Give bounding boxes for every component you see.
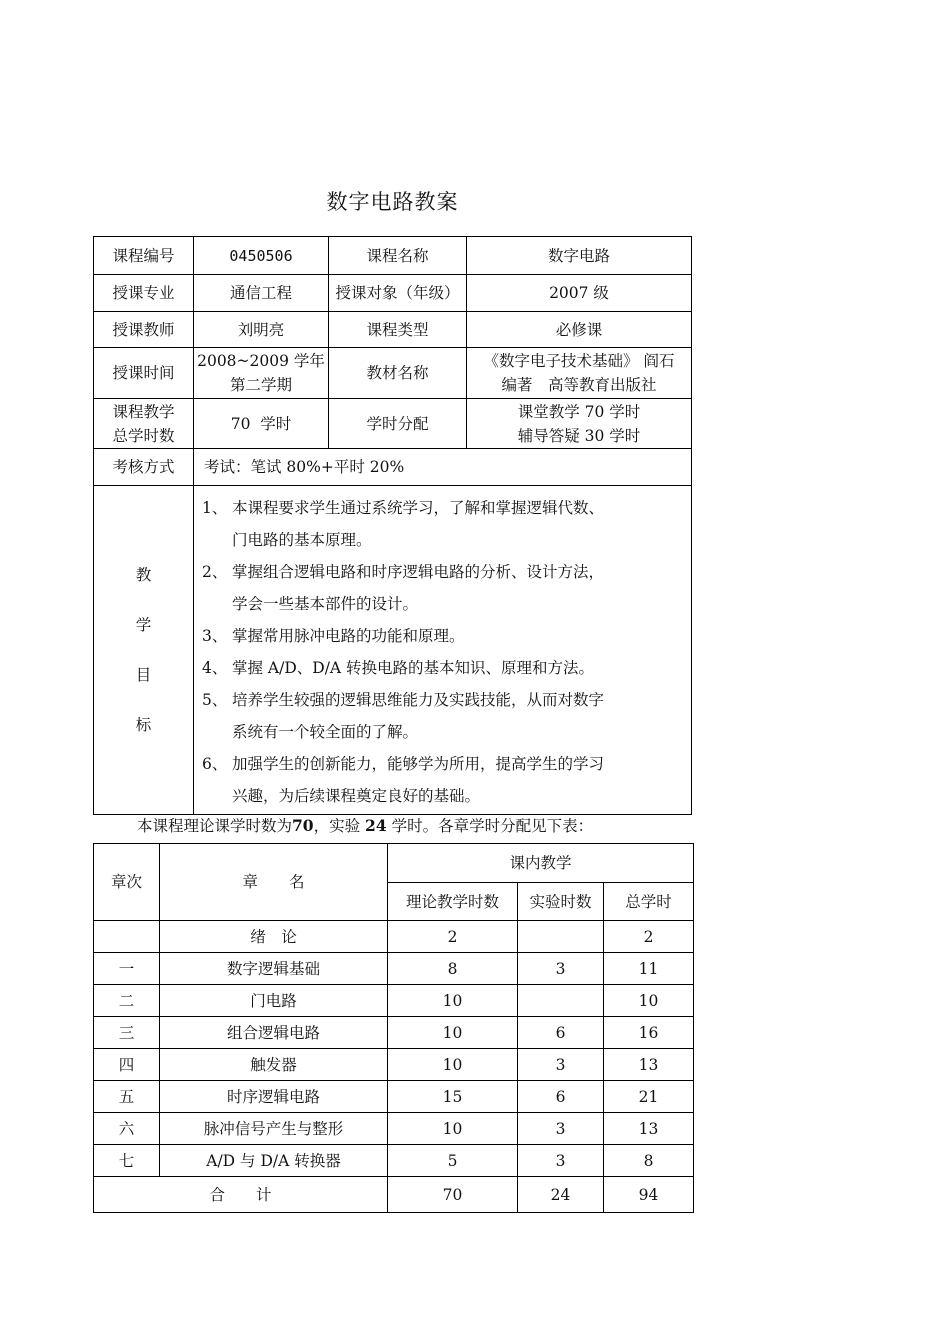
cell-lab: 3 <box>518 953 604 985</box>
target-label: 授课对象（年级） <box>329 275 467 312</box>
cell-chapter-name: 组合逻辑电路 <box>160 1017 388 1049</box>
cell-chapter-no: 七 <box>94 1145 160 1177</box>
goals-label-char: 学 <box>135 616 152 634</box>
table-row <box>94 1049 694 1081</box>
goals-label-char: 标 <box>135 716 152 734</box>
cell-total: 21 <box>604 1081 694 1113</box>
course-code-label: 课程编号 <box>94 237 194 275</box>
header-total: 总学时 <box>604 883 694 921</box>
hours-note <box>137 814 593 836</box>
time-value <box>194 348 329 399</box>
course-type-label: 课程类型 <box>329 312 467 348</box>
goal-number: 3、 <box>202 627 228 645</box>
time-line-1: 2008~2009 学年 <box>197 352 325 370</box>
header-chapter-name: 章 名 <box>160 844 388 921</box>
cell-total: 8 <box>604 1145 694 1177</box>
cell-lab: 6 <box>518 1017 604 1049</box>
total-hours-label-line-2: 总学时数 <box>112 426 175 445</box>
goal-item <box>202 652 683 684</box>
allocation-line-1: 课堂教学 70 学时 <box>517 402 641 421</box>
goal-text: 加强学生的创新能力，能够学为所用，提高学生的学习 <box>232 755 605 773</box>
target-value: 2007 级 <box>467 275 692 312</box>
cell-theory: 10 <box>388 1049 518 1081</box>
cell-chapter-no: 五 <box>94 1081 160 1113</box>
chapter-hours-table <box>93 843 694 1213</box>
textbook-value <box>467 348 692 399</box>
sum-total: 94 <box>604 1177 694 1213</box>
goal-number: 6、 <box>202 755 228 773</box>
cell-total: 13 <box>604 1049 694 1081</box>
goal-text: 掌握组合逻辑电路和时序逻辑电路的分析、设计方法， <box>232 563 605 581</box>
cell-chapter-no: 四 <box>94 1049 160 1081</box>
cell-total: 16 <box>604 1017 694 1049</box>
cell-lab: 6 <box>518 1081 604 1113</box>
total-hours-label <box>94 399 194 449</box>
allocation-value <box>467 399 692 449</box>
sum-lab: 24 <box>518 1177 604 1213</box>
course-name-value: 数字电路 <box>467 237 692 275</box>
cell-chapter-name: 触发器 <box>160 1049 388 1081</box>
cell-chapter-name: 数字逻辑基础 <box>160 953 388 985</box>
time-label: 授课时间 <box>94 348 194 399</box>
note-text: 学时。各章学时分配见下表： <box>391 817 594 835</box>
table-sum-row <box>94 1177 694 1213</box>
goal-item <box>202 556 683 620</box>
cell-total: 10 <box>604 985 694 1017</box>
cell-total: 11 <box>604 953 694 985</box>
table-row <box>94 921 694 953</box>
textbook-line-1: 《数字电子技术基础》 阎石 <box>483 352 675 370</box>
table-row <box>94 1017 694 1049</box>
header-theory: 理论教学时数 <box>388 883 518 921</box>
goal-text: 掌握 A/D、D/A 转换电路的基本知识、原理和方法。 <box>232 659 595 677</box>
allocation-label: 学时分配 <box>329 399 467 449</box>
cell-chapter-no: 三 <box>94 1017 160 1049</box>
goal-item <box>202 684 683 748</box>
allocation-line-2: 辅导答疑 30 学时 <box>517 426 641 445</box>
goal-text: 培养学生较强的逻辑思维能力及实践技能，从而对数字 <box>232 691 605 709</box>
cell-chapter-no <box>94 921 160 953</box>
cell-chapter-name: 脉冲信号产生与整形 <box>160 1113 388 1145</box>
table-row <box>94 985 694 1017</box>
cell-theory: 15 <box>388 1081 518 1113</box>
total-hours-label-line-1: 课程教学 <box>112 402 175 421</box>
cell-theory: 10 <box>388 1113 518 1145</box>
goal-text: 学会一些基本部件的设计。 <box>232 595 419 613</box>
total-hours-value: 70 学时 <box>194 399 329 449</box>
page-title: 数字电路教案 <box>326 190 459 214</box>
cell-chapter-name: A/D 与 D/A 转换器 <box>160 1145 388 1177</box>
major-label: 授课专业 <box>94 275 194 312</box>
header-chapter-no: 章次 <box>94 844 160 921</box>
cell-theory: 2 <box>388 921 518 953</box>
cell-lab <box>518 921 604 953</box>
cell-chapter-no: 一 <box>94 953 160 985</box>
time-line-2: 第二学期 <box>229 376 292 394</box>
header-lab: 实验时数 <box>518 883 604 921</box>
goal-text: 掌握常用脉冲电路的功能和原理。 <box>232 627 465 645</box>
cell-chapter-no: 二 <box>94 985 160 1017</box>
cell-lab: 3 <box>518 1113 604 1145</box>
major-value: 通信工程 <box>194 275 329 312</box>
goal-item <box>202 492 683 556</box>
note-text: ，实验 <box>313 817 361 835</box>
cell-theory: 10 <box>388 1017 518 1049</box>
assessment-label: 考核方式 <box>94 449 194 486</box>
teacher-label: 授课教师 <box>94 312 194 348</box>
cell-lab <box>518 985 604 1017</box>
goal-number: 4、 <box>202 659 228 677</box>
cell-chapter-no: 六 <box>94 1113 160 1145</box>
course-code-value: 0450506 <box>194 237 329 275</box>
course-name-label: 课程名称 <box>329 237 467 275</box>
textbook-line-2: 编著 高等教育出版社 <box>501 376 657 394</box>
cell-theory: 10 <box>388 985 518 1017</box>
goal-text: 本课程要求学生通过系统学习，了解和掌握逻辑代数、 <box>232 499 605 517</box>
assessment-value: 考试：笔试 80%+平时 20% <box>194 449 692 486</box>
table-row <box>94 1081 694 1113</box>
goal-number: 2、 <box>202 563 228 581</box>
cell-lab: 3 <box>518 1049 604 1081</box>
course-type-value: 必修课 <box>467 312 692 348</box>
goal-text: 门电路的基本原理。 <box>232 531 372 549</box>
goal-item <box>202 620 683 652</box>
cell-chapter-name: 绪 论 <box>160 921 388 953</box>
cell-theory: 8 <box>388 953 518 985</box>
goals-label <box>94 486 194 815</box>
cell-lab: 3 <box>518 1145 604 1177</box>
goals-label-char: 目 <box>135 666 152 684</box>
goal-text: 兴趣，为后续课程奠定良好的基础。 <box>232 787 481 805</box>
cell-total: 2 <box>604 921 694 953</box>
note-text: 本课程理论课学时数为 <box>137 817 293 835</box>
goals-label-char: 教 <box>135 566 152 584</box>
cell-chapter-name: 时序逻辑电路 <box>160 1081 388 1113</box>
goal-item <box>202 748 683 812</box>
teacher-value: 刘明亮 <box>194 312 329 348</box>
goal-number: 1、 <box>202 499 228 517</box>
goals-list <box>194 486 692 815</box>
goal-number: 5、 <box>202 691 228 709</box>
sum-theory: 70 <box>388 1177 518 1213</box>
sum-label: 合 计 <box>94 1177 388 1213</box>
cell-total: 13 <box>604 1113 694 1145</box>
textbook-label: 教材名称 <box>329 348 467 399</box>
cell-theory: 5 <box>388 1145 518 1177</box>
header-in-class: 课内教学 <box>388 844 694 883</box>
course-info-table <box>93 236 692 815</box>
goal-text: 系统有一个较全面的了解。 <box>232 723 419 741</box>
table-row <box>94 1113 694 1145</box>
table-row <box>94 1145 694 1177</box>
table-row <box>94 953 694 985</box>
note-lab-hours: 24 <box>365 816 387 835</box>
note-theory-hours: 70 <box>292 816 314 835</box>
cell-chapter-name: 门电路 <box>160 985 388 1017</box>
